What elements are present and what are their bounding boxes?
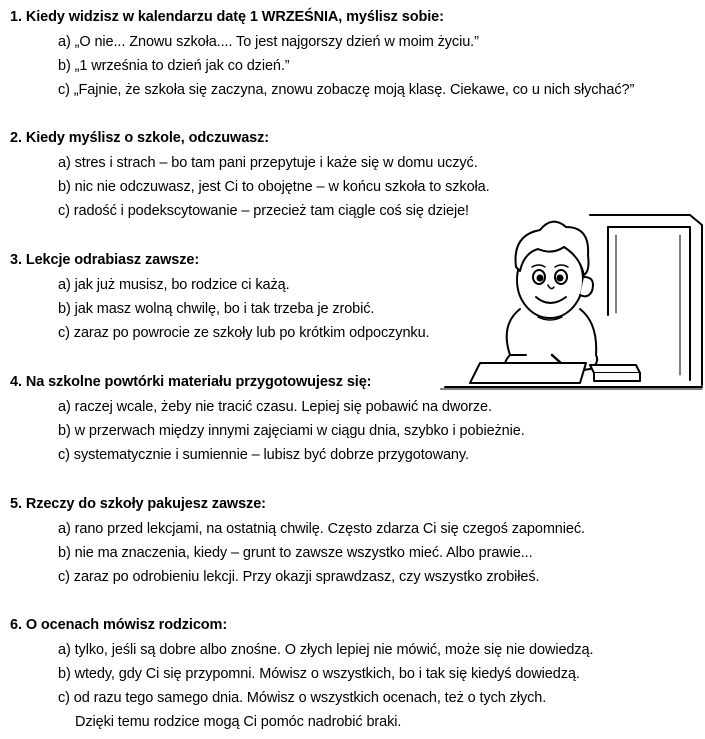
- question-6-answer-c-continuation: Dzięki temu rodzice mogą Ci pomóc nadrobić braki.: [75, 714, 402, 730]
- question-4-answer-a: a) raczej wcale, żeby nie tracić czasu. Lepiej się pobawić na dworze.: [58, 399, 492, 415]
- question-1-title: 1. Kiedy widzisz w kalendarzu datę 1 WRZEŚNIA, myślisz sobie:: [10, 9, 444, 25]
- question-3-answer-c: c) zaraz po powrocie ze szkoły lub po krótkim odpoczynku.: [58, 325, 430, 341]
- question-2-title: 2. Kiedy myślisz o szkole, odczuwasz:: [10, 130, 269, 146]
- question-5-answer-a: a) rano przed lekcjami, na ostatnią chwilę. Często zdarza Ci się czegoś zapomnieć.: [58, 521, 585, 537]
- book-icon: [590, 365, 640, 373]
- question-1-answer-c: c) „Fajnie, że szkoła się zaczyna, znowu zobaczę moją klasę. Ciekawe, co u nich słychać?”: [58, 82, 635, 98]
- question-1-answer-a: a) „O nie... Znowu szkoła.... To jest najgorszy dzień w moim życiu.”: [58, 34, 479, 50]
- question-5-answer-c: c) zaraz po odrobieniu lekcji. Przy okazji sprawdzasz, czy wszystko zrobiłeś.: [58, 569, 540, 585]
- question-2-answer-a: a) stres i strach – bo tam pani przepytuje i każe się w domu uczyć.: [58, 155, 478, 171]
- question-3-title: 3. Lekcje odrabiasz zawsze:: [10, 252, 200, 268]
- question-6-answer-c: c) od razu tego samego dnia. Mówisz o wszystkich ocenach, też o tych złych.: [58, 690, 547, 706]
- paper-sheet: [470, 363, 586, 383]
- question-2-answer-b: b) nic nie odczuwasz, jest Ci to obojętne – w końcu szkoła to szkoła.: [58, 179, 490, 195]
- question-4-answer-c: c) systematycznie i sumiennie – lubisz być dobrze przygotowany.: [58, 447, 469, 463]
- question-6-title: 6. O ocenach mówisz rodzicom:: [10, 617, 228, 633]
- question-6-answer-a: a) tylko, jeśli są dobre albo znośne. O złych lepiej nie mówić, może się nie dowiedzą.: [58, 642, 594, 658]
- question-6-answer-b: b) wtedy, gdy Ci się przypomni. Mówisz o wszystkich, bo i tak się kiedyś dowiedzą.: [58, 666, 580, 682]
- question-5-answer-b: b) nie ma znaczenia, kiedy – grunt to zawsze wszystko mieć. Albo prawie...: [58, 545, 533, 561]
- question-3-answer-b: b) jak masz wolną chwilę, bo i tak trzeba je zrobić.: [58, 301, 375, 317]
- question-4-answer-b: b) w przerwach między innymi zajęciami w ciągu dnia, szybko i pobieżnie.: [58, 423, 525, 439]
- question-2-answer-c: c) radość i podekscytowanie – przecież tam ciągle coś się dzieje!: [58, 203, 469, 219]
- question-3-answer-a: a) jak już musisz, bo rodzice ci każą.: [58, 277, 290, 293]
- window-frame: [590, 215, 702, 385]
- boy-doing-homework-illustration: [440, 205, 705, 390]
- question-1-answer-b: b) „1 września to dzień jak co dzień.”: [58, 58, 290, 74]
- question-5-title: 5. Rzeczy do szkoły pakujesz zawsze:: [10, 496, 266, 512]
- question-4-title: 4. Na szkolne powtórki materiału przygotowujesz się:: [10, 374, 372, 390]
